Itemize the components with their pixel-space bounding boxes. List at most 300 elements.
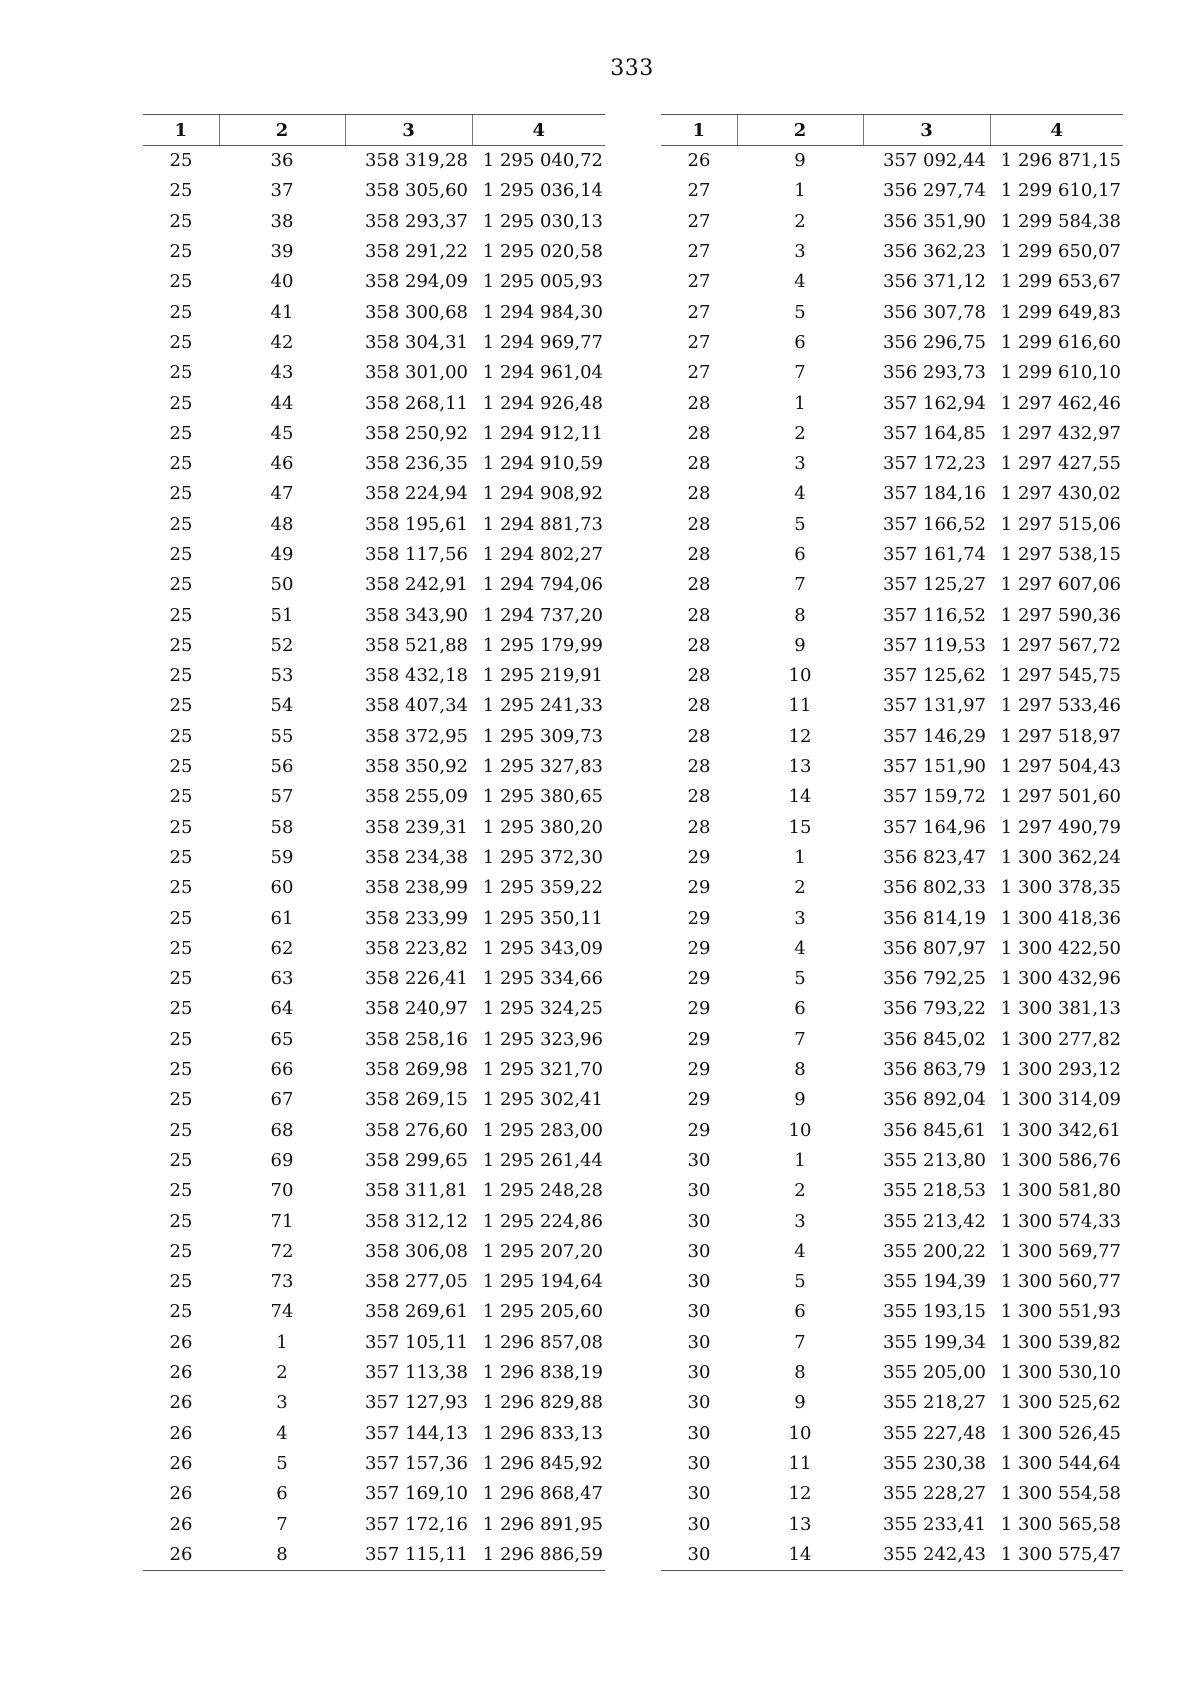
- column-header-3: 3: [345, 115, 472, 146]
- cell-coordinate-x: 358 269,61: [364, 1301, 468, 1323]
- table-row: [143, 1479, 605, 1509]
- cell-contour-number: 25: [169, 937, 193, 959]
- cell-coordinate-x: 357 105,11: [364, 1331, 468, 1353]
- cell-point-number: 12: [788, 1483, 812, 1505]
- cell-coordinate-y: 1 294 794,06: [482, 574, 603, 596]
- cell-coordinate-y: 1 300 381,13: [1000, 998, 1121, 1020]
- cell-point-number: 44: [270, 392, 294, 414]
- table-row: [661, 449, 1123, 479]
- cell-contour-number: 25: [169, 1271, 193, 1293]
- cell-point-number: 58: [270, 816, 294, 838]
- cell-coordinate-x: 358 117,56: [364, 544, 468, 565]
- cell-contour-number: 30: [687, 1271, 711, 1293]
- table-row: [661, 661, 1123, 691]
- cell-point-number: 13: [788, 1513, 812, 1535]
- page-number: 333: [610, 56, 654, 81]
- cell-coordinate-x: 355 200,22: [882, 1240, 986, 1262]
- cell-contour-number: 25: [169, 665, 193, 687]
- cell-coordinate-y: 1 296 838,19: [482, 1362, 603, 1384]
- cell-coordinate-y: 1 295 194,64: [482, 1271, 603, 1293]
- table-row: [143, 479, 605, 509]
- table-row: [661, 267, 1123, 297]
- table-row: [143, 176, 605, 206]
- table-row: [143, 237, 605, 267]
- cell-contour-number: 30: [687, 1180, 711, 1202]
- cell-point-number: 2: [794, 1180, 806, 1202]
- cell-coordinate-x: 356 863,79: [882, 1059, 986, 1081]
- cell-coordinate-y: 1 295 261,44: [482, 1149, 603, 1171]
- table-row: [143, 843, 605, 873]
- cell-coordinate-x: 355 194,39: [882, 1271, 986, 1293]
- cell-coordinate-x: 358 372,95: [364, 725, 468, 747]
- cell-contour-number: 28: [687, 574, 711, 596]
- cell-coordinate-y: 1 297 515,06: [1000, 513, 1121, 535]
- cell-point-number: 54: [270, 695, 294, 717]
- cell-point-number: 74: [270, 1301, 294, 1323]
- table-row: [143, 419, 605, 449]
- cell-contour-number: 29: [687, 1119, 711, 1141]
- cell-point-number: 9: [794, 1089, 806, 1111]
- table-row: [143, 1267, 605, 1297]
- table-row: [143, 328, 605, 358]
- cell-point-number: 7: [276, 1513, 288, 1535]
- table-row: [661, 479, 1123, 509]
- table-row: [143, 1449, 605, 1479]
- cell-coordinate-x: 358 305,60: [364, 180, 468, 202]
- table-row: [143, 661, 605, 691]
- cell-point-number: 11: [788, 1452, 812, 1474]
- cell-coordinate-x: 358 294,09: [364, 271, 468, 293]
- cell-point-number: 8: [219, 1540, 345, 1571]
- table-row: [143, 1085, 605, 1115]
- cell-coordinate-y: 1 297 501,60: [1000, 786, 1121, 808]
- cell-contour-number: 25: [169, 1240, 193, 1262]
- cell-point-number: 61: [270, 907, 294, 929]
- cell-contour-number: 27: [687, 301, 711, 323]
- table-row: [143, 873, 605, 903]
- cell-contour-number: 26: [687, 150, 711, 172]
- cell-contour-number: 28: [687, 665, 711, 687]
- cell-coordinate-y: 1 296 871,15: [1000, 150, 1121, 172]
- cell-point-number: 65: [270, 1028, 294, 1050]
- cell-point-number: 67: [270, 1089, 294, 1111]
- cell-coordinate-y: 1 300 418,36: [1000, 907, 1121, 929]
- cell-coordinate-x: 356 362,23: [882, 241, 986, 263]
- table-row: [143, 297, 605, 327]
- table-row: [661, 176, 1123, 206]
- cell-point-number: 62: [270, 937, 294, 959]
- cell-contour-number: 25: [169, 422, 193, 444]
- cell-coordinate-x: 355 199,34: [882, 1331, 986, 1353]
- table-row: [143, 813, 605, 843]
- cell-point-number: 2: [276, 1362, 288, 1384]
- cell-point-number: 8: [794, 1059, 806, 1081]
- cell-coordinate-x: 358 258,16: [364, 1028, 468, 1050]
- cell-point-number: 3: [276, 1392, 288, 1414]
- column-header-3: 3: [863, 115, 990, 146]
- cell-coordinate-x: 358 238,99: [364, 877, 468, 899]
- table-row: [143, 964, 605, 994]
- cell-coordinate-x: 358 407,34: [364, 695, 468, 717]
- cell-coordinate-x: 357 125,62: [882, 665, 986, 687]
- cell-point-number: 64: [270, 998, 294, 1020]
- cell-point-number: 4: [794, 1240, 806, 1262]
- cell-coordinate-x: 357 162,94: [882, 392, 986, 414]
- cell-point-number: 2: [794, 877, 806, 899]
- column-header-2: 2: [737, 115, 863, 146]
- cell-coordinate-y: 1 294 912,11: [482, 422, 603, 444]
- cell-coordinate-x: 355 242,43: [863, 1540, 990, 1571]
- cell-coordinate-x: 358 521,88: [364, 634, 468, 656]
- cell-contour-number: 28: [687, 392, 711, 414]
- cell-coordinate-x: 358 293,37: [364, 210, 468, 232]
- table-row: [661, 964, 1123, 994]
- cell-coordinate-y: 1 300 526,45: [1000, 1422, 1121, 1444]
- cell-coordinate-y: 1 296 829,88: [482, 1392, 603, 1414]
- cell-coordinate-x: 357 127,93: [364, 1392, 468, 1414]
- cell-contour-number: 30: [687, 1392, 711, 1414]
- table-row: [143, 1509, 605, 1539]
- cell-contour-number: 25: [169, 331, 193, 353]
- cell-coordinate-x: 358 239,31: [364, 816, 468, 838]
- cell-coordinate-x: 357 125,27: [882, 574, 986, 596]
- cell-contour-number: 25: [169, 574, 193, 596]
- cell-contour-number: 25: [169, 816, 193, 838]
- table-row: [661, 1237, 1123, 1267]
- cell-point-number: 38: [270, 210, 294, 232]
- cell-contour-number: 25: [169, 150, 193, 172]
- cell-contour-number: 30: [687, 1452, 711, 1474]
- cell-coordinate-y: 1 295 321,70: [482, 1059, 603, 1081]
- cell-point-number: 69: [270, 1149, 294, 1171]
- cell-coordinate-y: 1 295 205,60: [482, 1301, 603, 1323]
- cell-contour-number: 25: [169, 907, 193, 929]
- cell-coordinate-y: 1 295 283,00: [482, 1119, 603, 1141]
- cell-coordinate-y: 1 297 427,55: [1000, 453, 1121, 475]
- cell-coordinate-x: 355 233,41: [882, 1513, 986, 1535]
- cell-coordinate-y: 1 295 241,33: [482, 695, 603, 717]
- cell-coordinate-x: 358 224,94: [364, 483, 468, 505]
- cell-point-number: 10: [788, 1119, 812, 1141]
- table-row: [661, 691, 1123, 721]
- cell-coordinate-x: 355 230,38: [882, 1452, 986, 1474]
- table-row: [143, 449, 605, 479]
- cell-point-number: 1: [794, 1149, 806, 1171]
- cell-coordinate-x: 356 802,33: [882, 877, 986, 899]
- cell-coordinate-x: 357 144,13: [364, 1422, 468, 1444]
- cell-point-number: 7: [794, 1028, 806, 1050]
- cell-contour-number: 25: [169, 241, 193, 263]
- cell-contour-number: 25: [169, 513, 193, 535]
- cell-coordinate-x: 358 233,99: [364, 907, 468, 929]
- cell-point-number: 72: [270, 1240, 294, 1262]
- table-row: [661, 1540, 1123, 1571]
- column-header-1: 1: [143, 115, 219, 146]
- cell-coordinate-x: 358 236,35: [364, 453, 468, 475]
- table-row: [661, 297, 1123, 327]
- cell-point-number: 5: [794, 513, 806, 535]
- table-row: [143, 388, 605, 418]
- column-header-4: 4: [472, 115, 605, 146]
- cell-coordinate-x: 355 228,27: [882, 1483, 986, 1505]
- cell-point-number: 48: [270, 513, 294, 535]
- table-row: [661, 1388, 1123, 1418]
- cell-coordinate-x: 358 242,91: [364, 574, 468, 596]
- cell-coordinate-x: 358 311,81: [364, 1180, 468, 1202]
- table-header-row: [143, 115, 605, 146]
- cell-contour-number: 25: [169, 1059, 193, 1081]
- cell-contour-number: 25: [169, 301, 193, 323]
- table-row: [661, 1479, 1123, 1509]
- cell-contour-number: 25: [169, 998, 193, 1020]
- cell-coordinate-y: 1 297 533,46: [1000, 695, 1121, 717]
- cell-coordinate-x: 357 184,16: [882, 483, 986, 505]
- cell-coordinate-x: 357 119,53: [882, 634, 986, 656]
- cell-contour-number: 25: [169, 1119, 193, 1141]
- cell-contour-number: 30: [687, 1483, 711, 1505]
- cell-contour-number: 25: [169, 544, 193, 565]
- cell-coordinate-x: 358 350,92: [364, 756, 468, 778]
- cell-contour-number: 29: [687, 937, 711, 959]
- cell-contour-number: 25: [169, 604, 193, 626]
- cell-coordinate-y: 1 297 430,02: [1000, 483, 1121, 505]
- cell-coordinate-x: 357 159,72: [882, 786, 986, 808]
- cell-coordinate-x: 355 227,48: [882, 1422, 986, 1444]
- cell-point-number: 42: [270, 331, 294, 353]
- cell-point-number: 52: [270, 634, 294, 656]
- cell-point-number: 6: [794, 544, 806, 565]
- table-row: [661, 631, 1123, 661]
- cell-coordinate-x: 356 814,19: [882, 907, 986, 929]
- cell-coordinate-y: 1 295 380,65: [482, 786, 603, 808]
- cell-point-number: 1: [794, 392, 806, 414]
- table-row: [661, 358, 1123, 388]
- cell-coordinate-x: 358 432,18: [364, 665, 468, 687]
- cell-contour-number: 29: [687, 998, 711, 1020]
- cell-coordinate-y: 1 297 432,97: [1000, 422, 1121, 444]
- cell-contour-number: 30: [687, 1422, 711, 1444]
- cell-coordinate-x: 356 293,73: [882, 362, 986, 384]
- cell-point-number: 2: [794, 210, 806, 232]
- table-row: [661, 813, 1123, 843]
- cell-coordinate-x: 356 823,47: [882, 846, 986, 868]
- cell-coordinate-x: 356 845,02: [882, 1028, 986, 1050]
- table-row: [661, 1418, 1123, 1448]
- cell-contour-number: 25: [169, 180, 193, 202]
- cell-point-number: 4: [794, 937, 806, 959]
- cell-point-number: 63: [270, 968, 294, 990]
- cell-coordinate-y: 1 294 926,48: [482, 392, 603, 414]
- table-row: [143, 1237, 605, 1267]
- cell-coordinate-y: 1 296 886,59: [472, 1540, 605, 1571]
- cell-contour-number: 29: [687, 846, 711, 868]
- cell-coordinate-y: 1 297 607,06: [1000, 574, 1121, 596]
- cell-contour-number: 30: [687, 1513, 711, 1535]
- cell-coordinate-y: 1 299 584,38: [1000, 210, 1121, 232]
- cell-contour-number: 29: [687, 1059, 711, 1081]
- table-header-row: [661, 115, 1123, 146]
- cell-point-number: 56: [270, 756, 294, 778]
- cell-coordinate-x: 356 792,25: [882, 968, 986, 990]
- cell-contour-number: 29: [687, 968, 711, 990]
- table-row: [661, 570, 1123, 600]
- table-row: [661, 328, 1123, 358]
- cell-coordinate-y: 1 294 737,20: [482, 604, 603, 626]
- cell-contour-number: 28: [687, 786, 711, 808]
- cell-point-number: 4: [276, 1422, 288, 1444]
- cell-contour-number: 25: [169, 453, 193, 475]
- cell-coordinate-y: 1 299 649,83: [1000, 301, 1121, 323]
- table-row: [661, 146, 1123, 177]
- cell-coordinate-x: 357 164,85: [882, 422, 986, 444]
- table-row: [143, 1206, 605, 1236]
- cell-coordinate-y: 1 299 610,10: [1000, 362, 1121, 384]
- table-row: [143, 1116, 605, 1146]
- cell-contour-number: 25: [169, 1028, 193, 1050]
- cell-coordinate-x: 357 116,52: [882, 604, 986, 626]
- cell-coordinate-x: 358 268,11: [364, 392, 468, 414]
- cell-coordinate-y: 1 300 586,76: [1000, 1149, 1121, 1171]
- cell-coordinate-y: 1 297 567,72: [1000, 634, 1121, 656]
- table-row: [661, 1085, 1123, 1115]
- cell-contour-number: 30: [687, 1149, 711, 1171]
- table-row: [143, 1540, 605, 1571]
- cell-contour-number: 30: [687, 1362, 711, 1384]
- cell-coordinate-y: 1 295 309,73: [482, 725, 603, 747]
- cell-coordinate-x: 356 307,78: [882, 301, 986, 323]
- column-header-2: 2: [219, 115, 345, 146]
- table-row: [143, 1388, 605, 1418]
- table-row: [143, 934, 605, 964]
- cell-point-number: 68: [270, 1119, 294, 1141]
- cell-coordinate-x: 357 157,36: [364, 1452, 468, 1474]
- cell-coordinate-x: 357 169,10: [364, 1483, 468, 1505]
- cell-contour-number: 25: [169, 756, 193, 778]
- cell-contour-number: 25: [169, 1301, 193, 1323]
- cell-coordinate-x: 358 343,90: [364, 604, 468, 626]
- cell-point-number: 9: [794, 634, 806, 656]
- cell-point-number: 45: [270, 422, 294, 444]
- cell-point-number: 41: [270, 301, 294, 323]
- cell-coordinate-y: 1 295 350,11: [482, 907, 603, 929]
- cell-contour-number: 28: [687, 634, 711, 656]
- cell-point-number: 13: [788, 756, 812, 778]
- cell-coordinate-y: 1 297 545,75: [1000, 665, 1121, 687]
- table-row: [661, 843, 1123, 873]
- cell-coordinate-x: 358 304,31: [364, 331, 468, 353]
- cell-point-number: 39: [270, 241, 294, 263]
- cell-point-number: 15: [788, 816, 812, 838]
- table-row: [661, 600, 1123, 630]
- cell-coordinate-y: 1 297 504,43: [1000, 756, 1121, 778]
- cell-contour-number: 29: [687, 907, 711, 929]
- cell-point-number: 12: [788, 725, 812, 747]
- cell-point-number: 49: [270, 544, 294, 565]
- table-row: [143, 570, 605, 600]
- table-row: [661, 1328, 1123, 1358]
- cell-contour-number: 25: [169, 271, 193, 293]
- cell-contour-number: 25: [169, 786, 193, 808]
- cell-contour-number: 29: [687, 1089, 711, 1111]
- table-row: [661, 207, 1123, 237]
- table-row: [661, 1449, 1123, 1479]
- cell-coordinate-x: 358 234,38: [364, 846, 468, 868]
- cell-coordinate-y: 1 295 040,72: [482, 150, 603, 172]
- column-header-4: 4: [990, 115, 1123, 146]
- cell-coordinate-y: 1 295 380,20: [482, 816, 603, 838]
- cell-coordinate-y: 1 295 372,30: [482, 846, 603, 868]
- cell-point-number: 6: [794, 1301, 806, 1323]
- cell-coordinate-y: 1 295 036,14: [482, 180, 603, 202]
- cell-contour-number: 26: [169, 1422, 193, 1444]
- cell-coordinate-x: 358 269,15: [364, 1089, 468, 1111]
- cell-point-number: 5: [794, 968, 806, 990]
- cell-coordinate-y: 1 295 179,99: [482, 634, 603, 656]
- cell-coordinate-x: 358 255,09: [364, 786, 468, 808]
- cell-point-number: 73: [270, 1271, 294, 1293]
- cell-point-number: 8: [794, 1362, 806, 1384]
- cell-point-number: 9: [794, 1392, 806, 1414]
- cell-coordinate-x: 356 892,04: [882, 1089, 986, 1111]
- cell-coordinate-x: 356 296,75: [882, 331, 986, 353]
- cell-coordinate-x: 358 299,65: [364, 1149, 468, 1171]
- cell-contour-number: 27: [687, 331, 711, 353]
- cell-coordinate-x: 355 218,27: [882, 1392, 986, 1414]
- table-row: [661, 1116, 1123, 1146]
- cell-contour-number: 27: [687, 180, 711, 202]
- cell-contour-number: 25: [169, 846, 193, 868]
- table-row: [143, 510, 605, 540]
- coordinates-table-left: [143, 114, 605, 1571]
- cell-contour-number: 26: [169, 1452, 193, 1474]
- cell-coordinate-y: 1 300 525,62: [1000, 1392, 1121, 1414]
- cell-point-number: 7: [794, 362, 806, 384]
- table-row: [661, 1267, 1123, 1297]
- cell-contour-number: 27: [687, 362, 711, 384]
- cell-coordinate-y: 1 300 544,64: [1000, 1452, 1121, 1474]
- table-row: [143, 631, 605, 661]
- cell-point-number: 6: [794, 331, 806, 353]
- cell-contour-number: 30: [687, 1240, 711, 1262]
- cell-contour-number: 25: [169, 725, 193, 747]
- table-row: [661, 1509, 1123, 1539]
- cell-coordinate-x: 356 793,22: [882, 998, 986, 1020]
- column-header-1: 1: [661, 115, 737, 146]
- cell-coordinate-y: 1 295 005,93: [482, 271, 603, 293]
- coordinates-table-right: [661, 114, 1123, 1571]
- cell-coordinate-y: 1 294 910,59: [482, 453, 603, 475]
- table-row: [143, 1297, 605, 1327]
- cell-point-number: 37: [270, 180, 294, 202]
- table-row: [143, 1358, 605, 1388]
- cell-contour-number: 26: [169, 1331, 193, 1353]
- cell-coordinate-x: 357 113,38: [364, 1362, 468, 1384]
- table-row: [143, 600, 605, 630]
- cell-point-number: 47: [270, 483, 294, 505]
- cell-coordinate-y: 1 294 984,30: [482, 301, 603, 323]
- table-row: [143, 691, 605, 721]
- cell-coordinate-x: 358 240,97: [364, 998, 468, 1020]
- cell-coordinate-x: 357 092,44: [882, 150, 986, 172]
- cell-coordinate-y: 1 299 610,17: [1000, 180, 1121, 202]
- cell-coordinate-x: 356 845,61: [882, 1119, 986, 1141]
- cell-coordinate-x: 358 250,92: [364, 422, 468, 444]
- cell-coordinate-y: 1 300 539,82: [1000, 1331, 1121, 1353]
- cell-point-number: 6: [794, 998, 806, 1020]
- cell-coordinate-x: 358 312,12: [364, 1210, 468, 1232]
- cell-coordinate-y: 1 300 581,80: [1000, 1180, 1121, 1202]
- table-row: [143, 1328, 605, 1358]
